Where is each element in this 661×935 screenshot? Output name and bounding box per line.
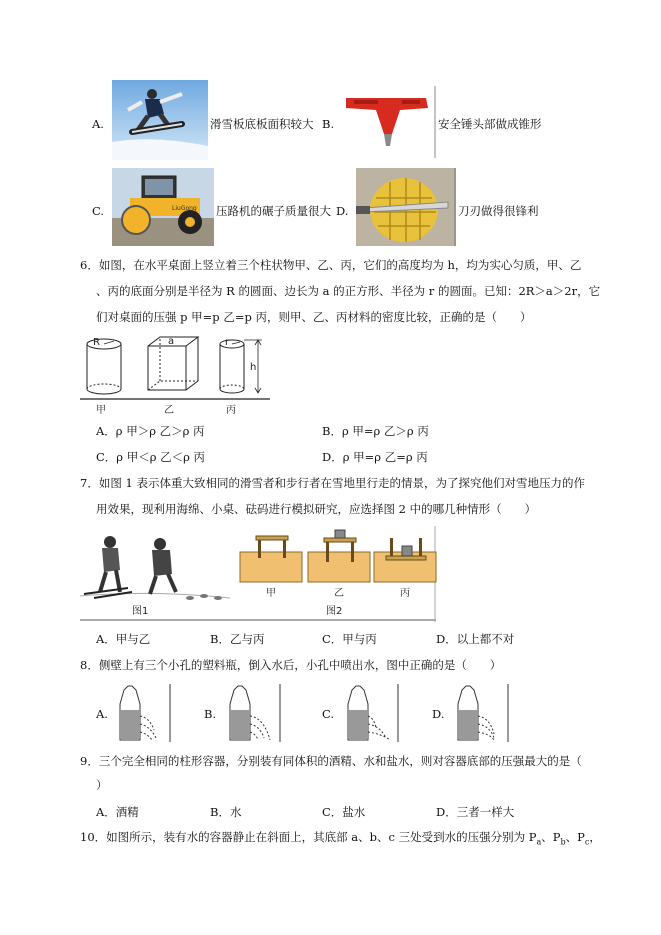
q8-bottle-b xyxy=(220,682,284,744)
q6-line3: 们对桌面的压强 p 甲=p 乙=p 丙，则甲、乙、丙材料的密度比较，正确的是（ ） xyxy=(96,310,532,324)
option-c-text: 压路机的碾子质量很大 xyxy=(216,204,331,218)
q10-end: ， xyxy=(589,830,601,844)
option-d-text: 刀刃做得很锋利 xyxy=(458,204,539,218)
q7-fig2-label: 图2 xyxy=(326,606,343,617)
q9-option-a: A．酒精 xyxy=(96,805,139,819)
q7-fig2-label-yi: 乙 xyxy=(334,588,344,599)
option-b-text: 安全锤头部做成锥形 xyxy=(438,117,542,131)
q6-option-a: A．ρ 甲＞ρ 乙＞ρ 丙 xyxy=(96,424,205,438)
option-d-label: D. xyxy=(336,204,349,218)
q6-fig-label-h: h xyxy=(250,362,257,373)
q10-sep1: 、P xyxy=(541,830,561,844)
option-c-label: C. xyxy=(92,204,105,218)
q6-line2: 、丙的底面分别是半径为 R 的圆面、边长为 a 的正方形、半径为 r 的圆面。已知：2R＞a＞2r，它 xyxy=(96,284,601,298)
road-roller-image xyxy=(112,168,214,246)
q7-fig2-label-jia: 甲 xyxy=(266,588,276,599)
q7-option-a: A．甲与乙 xyxy=(96,632,151,646)
q6-line1: 6．如图，在水平桌面上竖立着三个柱状物甲、乙、丙，它们的高度均为 h，均为实心匀质，甲、乙 xyxy=(80,258,582,272)
q6-fig-label-a: a xyxy=(168,336,175,347)
q6-fig-label-jia: 甲 xyxy=(96,405,106,416)
q10-text: 10．如图所示，装有水的容器静止在斜面上，其底部 a、b、c 三处受到水的压强分别为 P xyxy=(80,830,537,844)
q8-bottle-d xyxy=(448,682,512,744)
q7-option-d: D．以上都不对 xyxy=(436,632,515,646)
option-a-label: A. xyxy=(92,117,104,131)
q6-fig-label-R: R xyxy=(93,337,100,348)
q6-option-c: C．ρ 甲＜ρ 乙＜ρ 丙 xyxy=(96,450,206,464)
q7-option-c: C．甲与丙 xyxy=(322,632,377,646)
q10-sep2: 、P xyxy=(565,830,585,844)
q9-line1: 9．三个完全相同的柱形容器，分别装有同体积的酒精、水和盐水，则对容器底部的压强最大的是（ xyxy=(80,754,582,768)
q6-option-d: D．ρ 甲=ρ 乙=ρ 丙 xyxy=(322,450,428,464)
q10-sub-b: b xyxy=(560,837,566,847)
q9-option-c: C．盐水 xyxy=(322,805,366,819)
q8-option-a: A. xyxy=(96,707,108,721)
q10-sub-a: a xyxy=(536,837,542,847)
q8-option-d: D. xyxy=(432,707,445,721)
q10-line1 xyxy=(80,828,601,851)
knife-pineapple-image xyxy=(356,168,456,246)
option-a-text: 滑雪板底板面积较大 xyxy=(210,117,314,131)
q9-line2: ） xyxy=(96,778,108,792)
q7-line2: 用效果，现利用海绵、小桌、砝码进行模拟研究，应选择图 2 中的哪几种情形（ ） xyxy=(96,502,537,516)
q6-figure-three-columns xyxy=(80,333,275,415)
safety-hammer-image xyxy=(340,86,436,158)
q8-option-b: B. xyxy=(204,707,217,721)
q6-fig-label-bing: 丙 xyxy=(226,405,236,416)
q8-bottle-c xyxy=(338,682,402,744)
option-b-label: B. xyxy=(322,117,335,131)
q8-bottle-a xyxy=(110,682,174,744)
q8-line1: 8．侧壁上有三个小孔的塑料瓶，倒入水后，小孔中喷出水，图中正确的是（ ） xyxy=(80,658,502,672)
q8-option-c: C. xyxy=(322,707,335,721)
snowboarder-image xyxy=(112,80,208,160)
q7-option-b: B．乙与丙 xyxy=(210,632,265,646)
q9-option-b: B．水 xyxy=(210,805,242,819)
q7-fig1-label: 图1 xyxy=(132,606,149,617)
q6-option-b: B．ρ 甲=ρ 乙＞ρ 丙 xyxy=(322,424,429,438)
q7-fig2-label-bing: 丙 xyxy=(400,588,410,599)
q6-fig-label-yi: 乙 xyxy=(164,405,174,416)
q10-sub-c: c xyxy=(584,837,590,847)
q7-line1: 7．如图 1 表示体重大致相同的滑雪者和步行者在雪地里行走的情景，为了探究他们对雪地压力的作 xyxy=(80,476,585,490)
q7-figure xyxy=(80,526,436,622)
q6-fig-label-r: r xyxy=(225,337,230,348)
q9-option-d: D．三者一样大 xyxy=(436,805,515,819)
svg-text:LiuGong: LiuGong xyxy=(172,205,197,212)
